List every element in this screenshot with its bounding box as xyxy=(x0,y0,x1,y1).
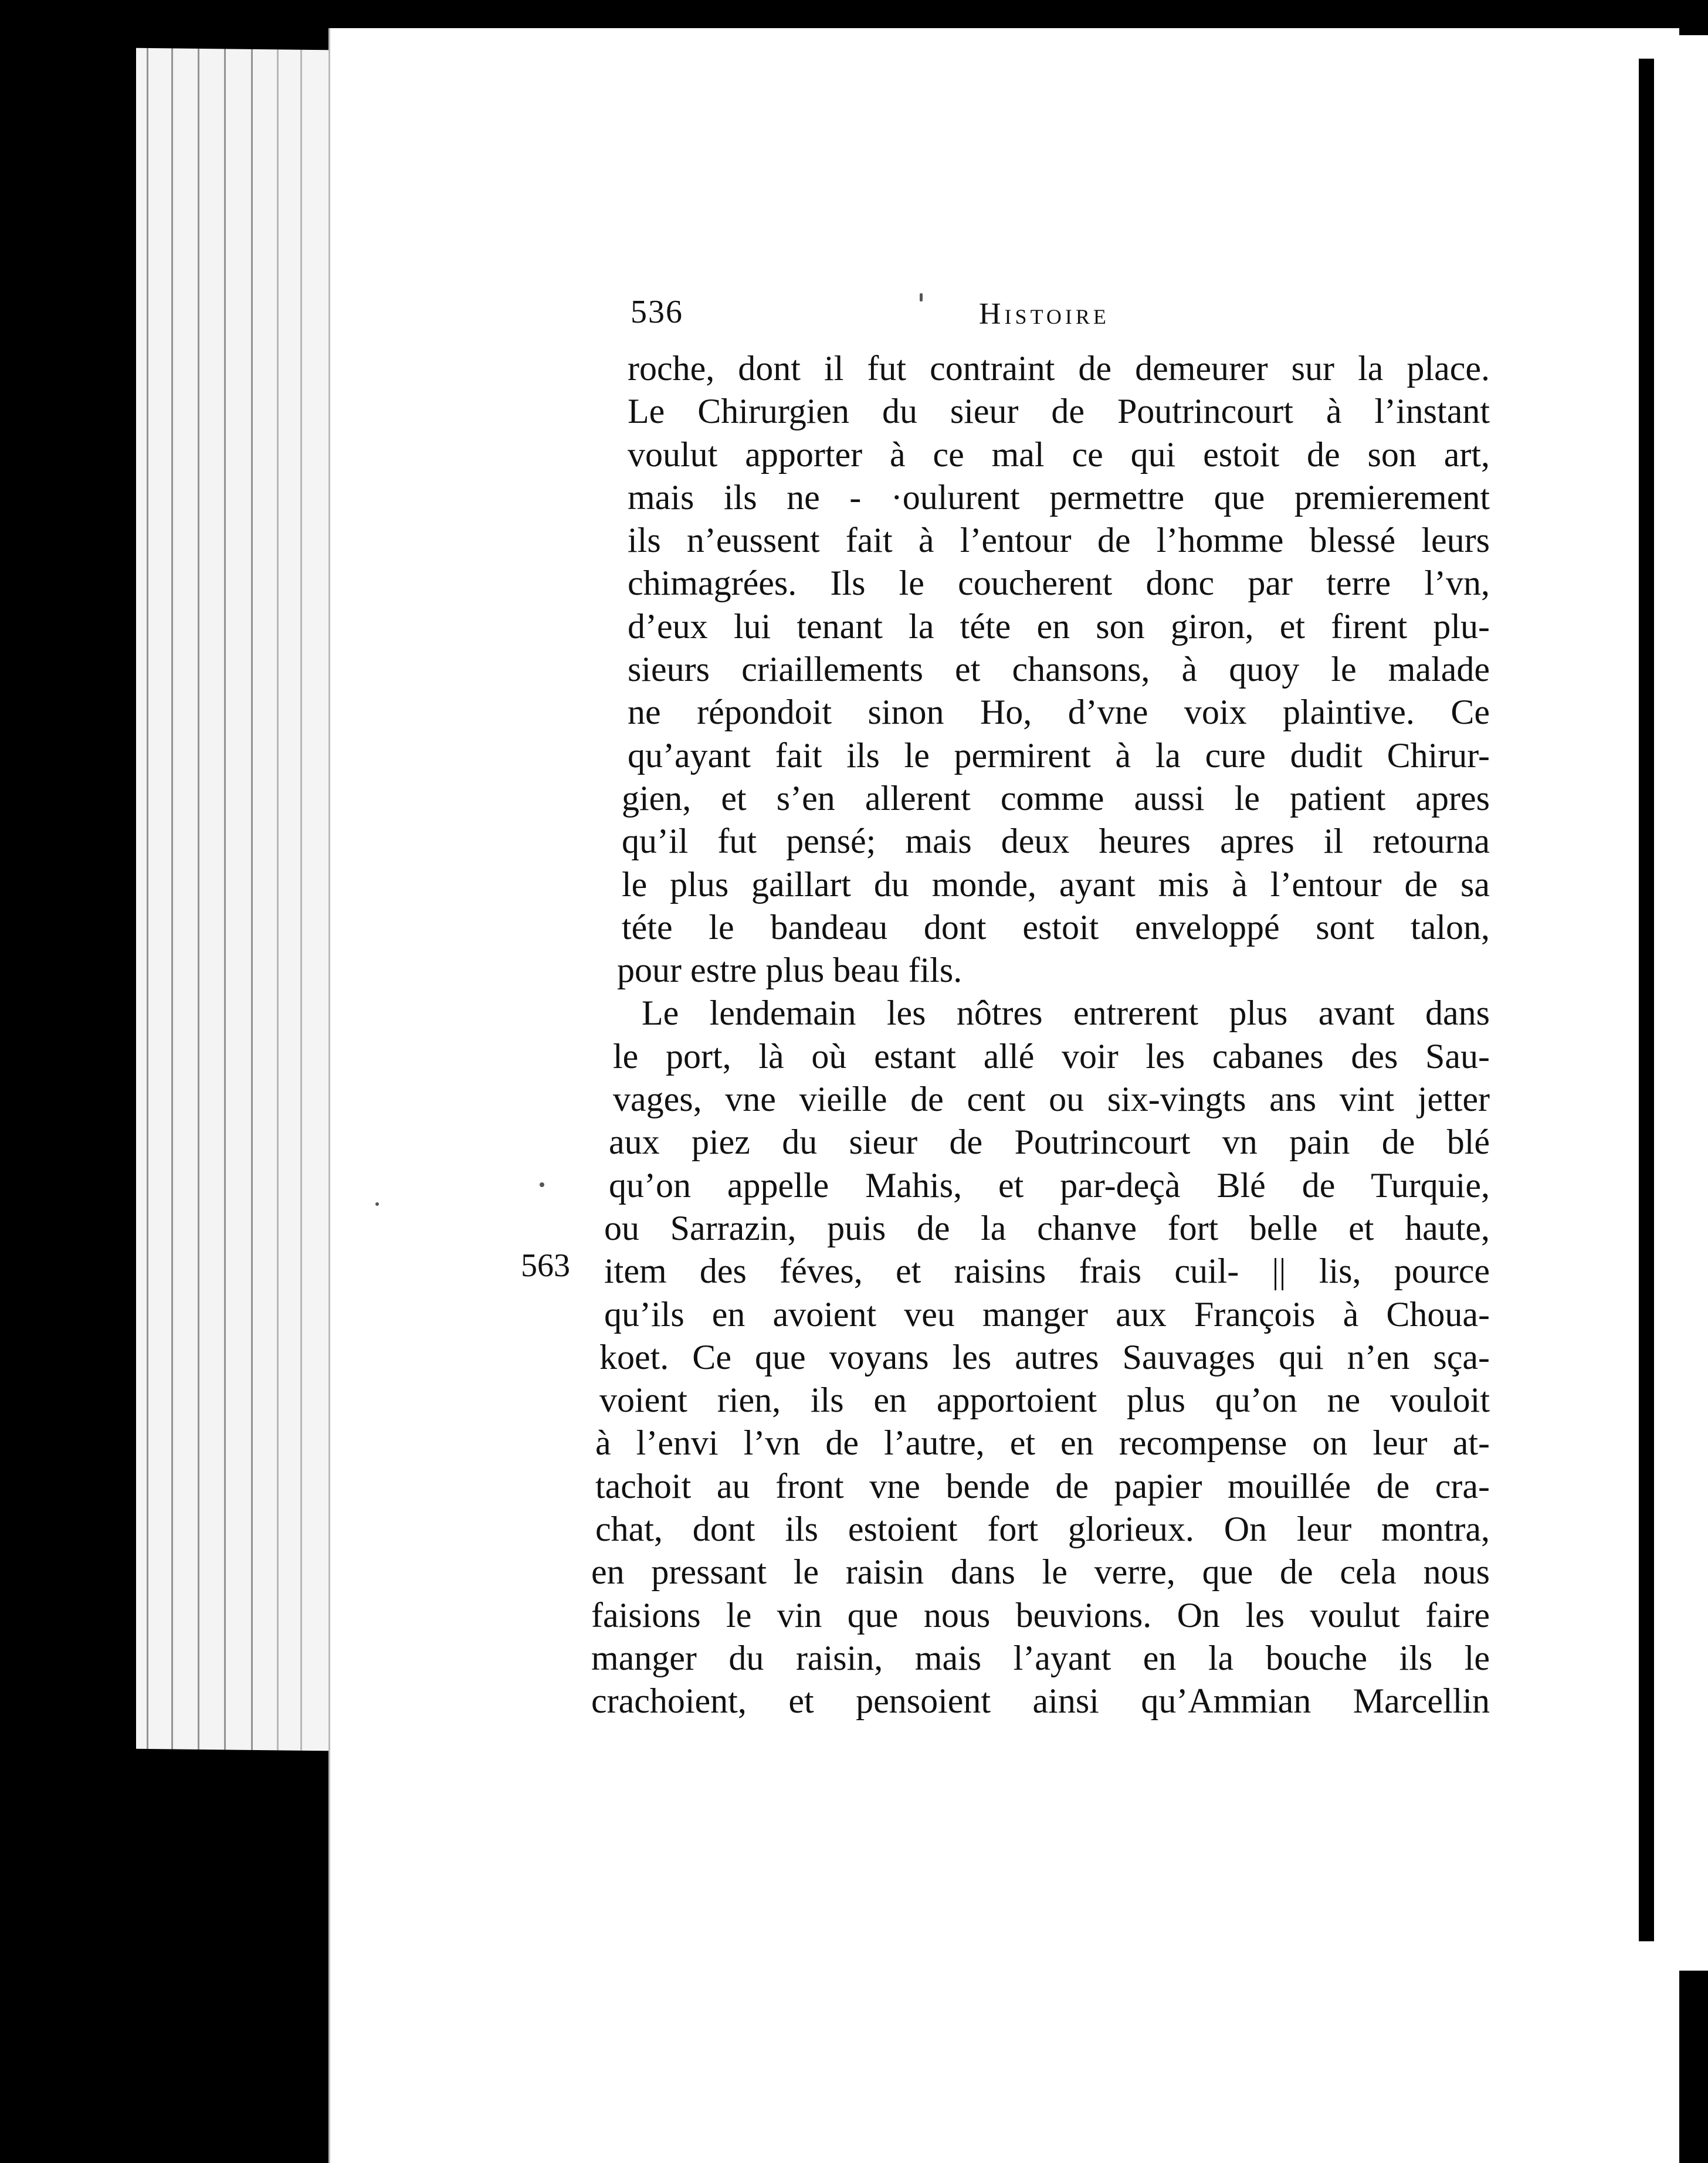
text-line: roche, dont il fut contraint de demeurer sur la place. xyxy=(628,349,1490,388)
text-line: qu’ils en avoient veu manger aux François à Choua- xyxy=(604,1294,1490,1334)
text-line: koet. Ce que voyans les autres Sauvages qui n’en sça- xyxy=(599,1337,1490,1377)
text-line: ils n’eussent fait à l’entour de l’homme blessé leurs xyxy=(628,521,1490,560)
speck xyxy=(540,1182,544,1187)
text-line: ou Sarrazin, puis de la chanve fort belle et haute, xyxy=(604,1208,1490,1247)
page-edge-line xyxy=(198,49,199,1750)
text-line: le plus gaillart du monde, ayant mis à l’entour de sa xyxy=(622,864,1490,904)
text-line: qu’il fut pensé; mais deux heures apres il retourna xyxy=(622,822,1490,861)
page-edge-line xyxy=(224,49,226,1750)
text-line: tachoit au front vne bende de papier mouillée de cra- xyxy=(595,1466,1490,1506)
text-line: sieurs criaillements et chansons, à quoy le malade xyxy=(628,650,1490,689)
text-line: à l’envi l’vn de l’autre, et en recompense on leur at- xyxy=(595,1423,1490,1463)
text-line: item des féves, et raisins frais cuil- || lis, pource xyxy=(604,1252,1490,1291)
text-line: pour estre plus beau fils. xyxy=(617,951,963,990)
page-header xyxy=(631,293,1708,340)
page-number: 536 xyxy=(631,294,683,330)
text-line: le port, là où estant allé voir les cabanes des Sau- xyxy=(613,1036,1490,1076)
body-text xyxy=(591,347,1490,1723)
text-line: qu’ayant fait ils le permirent à la cure dudit Chirur- xyxy=(628,735,1490,775)
text-line: ne répondoit sinon Ho, d’vne voix plaintive. Ce xyxy=(628,693,1490,732)
text-line: voulut apporter à ce mal ce qui estoit de son art, xyxy=(628,435,1490,474)
text-line: vages, vne vieille de cent ou six-vingts ans vint jetter xyxy=(613,1080,1490,1119)
text-line: mais ils ne - ·oulurent permettre que premierement xyxy=(628,477,1490,517)
page-edge-line xyxy=(277,49,279,1750)
text-line: aux piez du sieur de Poutrincourt vn pain de blé xyxy=(609,1123,1490,1162)
page-edge-line xyxy=(300,50,302,1751)
text-line: chat, dont ils estoient fort glorieux. On leur montra, xyxy=(595,1510,1490,1549)
text-line: Le Chirurgien du sieur de Poutrincourt à l’instant xyxy=(628,392,1490,431)
text-line: en pressant le raisin dans le verre, que de cela nous xyxy=(591,1552,1490,1592)
text-line: qu’on appelle Mahis, et par-deçà Blé de Turquie, xyxy=(609,1165,1490,1205)
margin-page-number: 563 xyxy=(521,1247,570,1284)
page-edge-line xyxy=(171,48,173,1749)
page-edge-line xyxy=(251,49,253,1750)
text-line: téte le bandeau dont estoit enveloppé sont talon, xyxy=(622,907,1490,947)
text-line: Le lendemain les nôtres entrerent plus avant dans xyxy=(642,994,1490,1033)
running-head: Histoire xyxy=(979,297,1110,331)
text-line: voient rien, ils en apportoient plus qu’on ne vouloit xyxy=(599,1381,1490,1420)
text-line: faisions le vin que nous beuvions. On les voulut faire xyxy=(591,1595,1490,1635)
text-line: gien, et s’en allerent comme aussi le patient apres xyxy=(622,778,1490,818)
text-line: manger du raisin, mais l’ayant en la bouche ils le xyxy=(591,1638,1490,1677)
text-line: d’eux lui tenant la téte en son giron, et firent plu- xyxy=(628,606,1490,646)
page-gutter xyxy=(1639,59,1654,1941)
text-line: chimagrées. Ils le coucherent donc par terre l’vn, xyxy=(628,564,1490,603)
speck xyxy=(375,1202,379,1206)
text-line: crachoient, et pensoient ainsi qu’Ammian Marcellin xyxy=(591,1681,1490,1721)
page-edge-line xyxy=(147,48,148,1749)
